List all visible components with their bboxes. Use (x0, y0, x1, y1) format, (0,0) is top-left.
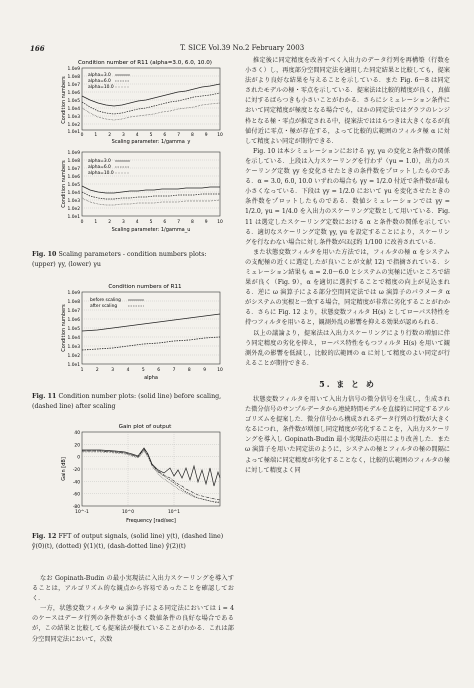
fig12-ytick: 20 (74, 443, 80, 449)
fig12-caption-label: Fig. 12 (32, 533, 57, 540)
paragraph: また状態変数フィルタを用いた方法では，フィルタの極 α をシステムの支配極の近くに選定したが良いことが文献 12) で指摘されている．シミュレーション結果も α = 2.0〜6.0 とシステムの実極に近いところで結果が良く（Fig. 9），α を適切に選択することで精度の向上が見込まれる．逆に ω 演算子による部分空間同定法では ω 演算子のパラメータ α がシステムの実根と一致する場合，同定精度が非常に劣化することがわかる．さらに Fig. 12 より，状態変数フィルタ H(s) としてローパス特性を持つフィルタを用いると，観測外乱の影響を抑える効果が認められる． (245, 248, 450, 327)
paragraph: 以上の議論より，提案法は入出力スケーリングにより行数の増加に伴う同定精度の劣化を抑え，ローパス特性をもつフィルタ H(s) を用いて観測外乱の影響を低減し，比較的広範囲の α に対して精度のよい同定が行えることが期待できる． (245, 329, 450, 367)
fig10b-xtick: 9 (204, 220, 208, 225)
fig11-ytick: 1.0e7 (67, 309, 80, 314)
legend-entry: alpha=3.0 (88, 73, 111, 78)
fig10a-xtick: 6 (163, 133, 167, 138)
fig10b-xtick: 10 (217, 220, 223, 225)
fig11-xtick: 10 (217, 368, 223, 373)
fig10a-xtick: 7 (177, 133, 180, 138)
paragraph: なお Gopinath-Budin の最小実現法に入出力スケーリングを導入することは，アルゴリズム的な観点から容易であったことを確認しておく． (32, 575, 234, 603)
fig10-caption (32, 250, 232, 270)
fig11-ytick: 1.0e3 (67, 345, 80, 350)
fig11-ytick: 1.0e4 (67, 336, 80, 341)
fig10b-ytick: 1.0e3 (67, 199, 80, 204)
legend-entry: alpha=10.0 (88, 171, 114, 176)
fig12-ytick: -80 (72, 505, 80, 510)
fig12-xtick: 10^1 (167, 510, 181, 515)
fig12-caption (32, 532, 232, 552)
fig10a-ytick: 1.0e2 (67, 123, 80, 128)
legend-entry: alpha=10.0 (88, 85, 114, 90)
fig10b-legend (88, 158, 130, 176)
fig12-ytick: -60 (72, 492, 80, 498)
fig11-series-before (82, 314, 220, 331)
fig12-series-y (82, 448, 220, 486)
fig10b-series-2 (82, 192, 220, 199)
fig11-caption (32, 392, 232, 412)
right-column-text (245, 56, 450, 476)
paragraph: Fig. 10 は本シミュレーションにおける γy, γu の変化と条件数の関係を示している．上段は入力スケーリングを行わず（γu = 1.0），出力のスケーリング定数 γy を変化させたときの条件数をプロットしたものである．α = 3.0, 6.0, 10.0 いずれの場合も γy = 1/2.0 付近で条件数が最も小さくなっている．下段は γy = 1/2.0 において γu を変化させたときの条件数をプロットしたものである．数値シミュレーションでは γy = 1/2.0, γu = 1/4.0 を入出力のスケーリング定数として用いている．Fig. 11 は選定したスケーリング定数における α と条件数の関係を示している．適切なスケーリング定数 γy, γu を設定することにより，スケーリングを行なわない場合に対し条件数がほぼ約 1/100 に改善されている． (245, 147, 450, 246)
fig11-xtick: 6 (157, 368, 161, 373)
legend-entry: alpha=3.0 (88, 159, 111, 164)
fig10b-ytick: 1.0e7 (67, 167, 80, 172)
fig12-ytick: -40 (72, 480, 80, 486)
fig10a-xtick: 0 (80, 133, 84, 138)
fig10a-ytick: 1.0e6 (67, 91, 80, 96)
fig10b-series-3 (82, 198, 220, 205)
legend-entry: alpha=6.0 (88, 79, 111, 84)
fig11-xtick: 5 (141, 368, 145, 373)
fig11-ytick: 1.0e2 (67, 354, 80, 359)
fig11-ytick: 1.0e5 (67, 327, 80, 332)
fig12-title: Gain plot of output (118, 424, 172, 430)
page-number: 166 (30, 44, 45, 53)
fig11-legend (90, 297, 144, 309)
fig10b-xtick: 6 (163, 220, 167, 225)
fig10b-xtick: 5 (149, 220, 153, 225)
fig12-ylabel: Gain [dB] (61, 457, 67, 481)
fig11-xtick: 8 (187, 368, 191, 373)
fig12-ytick: -20 (72, 468, 80, 473)
fig10b-ytick: 1.0e9 (67, 151, 80, 156)
fig12-xtick: 10^0 (121, 510, 135, 515)
figure-10-lower-chart (60, 148, 225, 234)
fig10a-ytick: 1.0e4 (67, 107, 80, 112)
fig11-xtick: 3 (111, 368, 115, 373)
fig10b-ytick: 1.0e5 (67, 183, 80, 188)
fig11-ytick: 1.0e1 (67, 363, 80, 368)
fig10b-xtick: 3 (122, 220, 125, 225)
fig10b-ytick: 1.0e2 (67, 207, 80, 212)
figure-11-chart (60, 280, 225, 382)
paragraph: 状態変数フィルタを用いて入出力信号の微分信号を生成し，生成された微分信号のサンプルデータから連続時間モデルを直接的に同定するアルゴリズムを提案した．微分信号から構成されるデータ行列の行数が大きくなるにつれ，条件数が増加し同定精度が劣化することを，入出力スケーリングを導入し Gopinath-Budin 最小実現法の応用により改善した．また ω 演算子を用いた同定法のように，システムの極とフィルタの極の間隔によって極端に同定精度が劣化することなく，比較的広範囲のフィルタの極に対して精度よく同 (245, 396, 450, 474)
fig10a-ytick: 1.0e3 (67, 115, 80, 120)
fig11-ylabel: Condition numbers (61, 304, 67, 352)
fig10b-ytick: 1.0e1 (67, 215, 80, 220)
fig10a-series-2 (82, 93, 220, 114)
fig10a-xtick: 9 (204, 133, 208, 138)
legend-entry: after scaling (90, 304, 118, 309)
fig10a-ytick: 1.0e7 (67, 83, 80, 88)
figure-12-chart (60, 420, 225, 526)
section-heading: 5. ま と め (319, 378, 376, 389)
left-column-text (32, 574, 234, 645)
fig10b-xtick: 0 (80, 220, 84, 225)
fig10a-xtick: 2 (108, 133, 111, 138)
paragraph: 一方，状態変数フィルタや ω 演算子による同定法においては i = 4 のケースはデータ行列の条件数が小さく数値条件の良好な場合であるが，この結果と比較しても提案法が優れていることがわかる．これは部分空間同定法において，次数 (32, 605, 234, 643)
fig11-xtick: 9 (203, 368, 207, 373)
fig11-series-after (82, 337, 220, 350)
fig10b-ytick: 1.0e8 (67, 159, 80, 164)
fig10b-ytick: 1.0e4 (67, 191, 80, 196)
paragraph: 推定後に同定精度を改善すべく入出力のデータ行列を再構築（行数を小さく）し，再度部分空間同定法を適用した同定結果と比較しても，提案法がより良好な結果を与えることを示している．また Fig. 6〜8 は同定されたモデルの極・零点を示している．提案法は比較的精度が良く，真値に対するばらつきも小さいことがわかる．さらにシミュレーション条件において同定精度が極度となる場合でも，ほかの同定法ではグラフのレンジ枠となる極・零点が推定される中，提案法でははらつきは大きくなるが真値付近に零点・極が存在する，よって比較的広範囲のフィルタ極 α に対して精度よい同定が期待できる． (245, 57, 450, 145)
fig10-caption-text: Scaling parameters - condition numbers plots: (upper) γy, (lower) γu (32, 251, 207, 269)
fig10b-ytick: 1.0e6 (67, 175, 80, 180)
fig11-title: Condition numbers of R11 (108, 284, 182, 290)
fig10a-ytick: 1.0e1 (67, 130, 80, 135)
fig11-xtick: 1 (80, 368, 84, 373)
fig12-ytick: 40 (74, 431, 80, 436)
fig10a-xtick: 1 (94, 133, 98, 138)
journal-info: T. SICE Vol.39 No.2 February 2003 (180, 44, 305, 52)
fig10a-legend (88, 72, 130, 90)
fig10a-xtick: 8 (191, 133, 194, 138)
fig10b-xtick: 1 (94, 220, 98, 225)
fig10a-ytick: 1.0e9 (67, 67, 80, 72)
fig12-caption-text: FFT of output signals, (solid line) y(t), (dashed line) ŷ(0)(t), (dotted) ŷ(1)(t), (dash-dotted line) ŷ(2)(t) (32, 533, 224, 551)
fig11-ytick: 1.0e9 (67, 291, 80, 296)
fig10b-xtick: 2 (108, 220, 111, 225)
fig11-xtick: 7 (172, 368, 176, 373)
fig11-xtick: 2 (95, 368, 99, 373)
fig11-xlabel: alpha (144, 375, 158, 381)
fig12-xlabel: Frequency [rad/sec] (126, 518, 176, 524)
fig11-caption-text: Condition number plots: (solid line) before scaling, (dashed line) after scaling (32, 393, 222, 411)
fig10a-title: Condition number of R11 (alpha=3.0, 6.0, 10.0) (78, 60, 212, 66)
fig10-caption-label: Fig. 10 (32, 251, 57, 258)
fig12-xtick: 10^-1 (75, 510, 89, 515)
fig10a-series-3 (82, 103, 220, 120)
fig12-series-y1 (82, 451, 220, 502)
legend-entry: before scaling (90, 298, 121, 303)
fig10a-xtick: 4 (135, 133, 139, 138)
fig10b-xtick: 7 (177, 220, 180, 225)
fig10a-xtick: 5 (149, 133, 153, 138)
fig10a-xtick: 10 (217, 133, 223, 138)
fig10b-ylabel: Condition numbers (61, 160, 67, 208)
fig10a-ylabel: Condition numbers (61, 76, 67, 124)
fig11-caption-label: Fig. 11 (32, 393, 57, 400)
legend-entry: alpha=6.0 (88, 165, 111, 170)
fig10a-xlabel: Scaling parameter: 1/gamma_y (111, 139, 191, 144)
figure-10-upper-chart (60, 56, 225, 144)
fig10a-ytick: 1.0e5 (67, 99, 80, 104)
fig11-ytick: 1.0e8 (67, 300, 80, 305)
fig11-ytick: 1.0e6 (67, 318, 80, 323)
fig10b-xtick: 8 (191, 220, 194, 225)
fig11-xtick: 4 (126, 368, 130, 373)
fig12-series-y0 (82, 450, 220, 503)
fig10a-ytick: 1.0e8 (67, 75, 80, 80)
fig10b-xtick: 4 (135, 220, 139, 225)
fig10b-xlabel: Scaling parameter: 1/gamma_u (111, 227, 191, 233)
fig12-ytick: 0 (77, 455, 80, 461)
fig10a-xtick: 3 (122, 133, 125, 138)
